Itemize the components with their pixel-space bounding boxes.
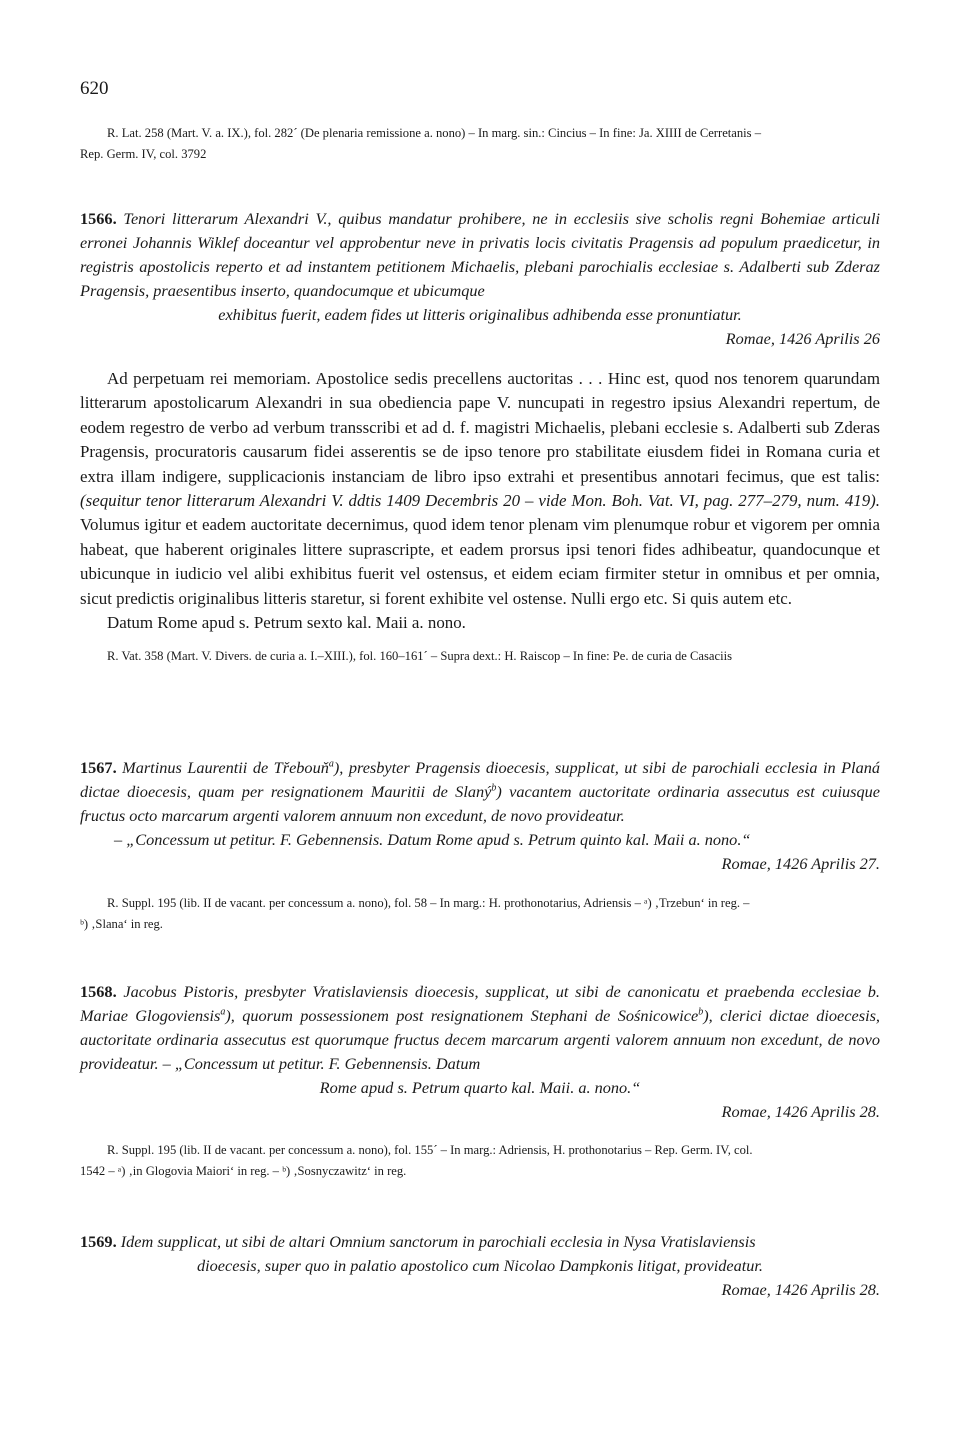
entry-number: 1568.	[80, 982, 117, 1001]
entry-note	[80, 893, 880, 935]
datum-line: Datum Rome apud s. Petrum sexto kal. Maii a. nono.	[107, 613, 466, 633]
entry-1566	[80, 207, 880, 667]
note-line: 1542 – ᵃ) ‚in Glogovia Maiori‘ in reg. – ᵇ) ‚Sosnyczawitz‘ in reg.	[80, 1164, 407, 1178]
entry-1569	[80, 1230, 880, 1302]
entry-number: 1567.	[80, 758, 117, 777]
entry-date: Romae, 1426 Aprilis 28.	[721, 1102, 880, 1121]
document-text	[80, 367, 880, 611]
regest-1566	[80, 207, 880, 303]
text-part: Ad perpetuam rei memoriam. Apostolice sedis precellens auctoritas . . . Hinc est, quod nos tenorem quarundam litterarum apostolicarum Alexandri in sua obediencia pape V. nuncupati in regestro ipsius Alexandri repertum, de eodem regestro de verbo ad verbum transscribi et ad d. f. magistri Michaelis, plebani ecclesie s. Adalberti sub Zderas Pragensis, procuratoris causarum fidei asserentis se de ipso tenore pro stabilitate eiusdem fidei in Romana curia et extra illam indigere, supplicacionis instanciam de libro ipso extrahi et presentibus annotari fecimus, que est talis:	[80, 369, 880, 486]
regest-1567	[80, 756, 880, 828]
entry-number: 1569.	[80, 1232, 117, 1251]
text-insert-note: (sequitur tenor litterarum Alexandri V. ddtis 1409 Decembris 20 – vide Mon. Boh. Vat. VI, pag. 277–279, num. 419).	[80, 491, 880, 511]
regest-text: ), presbyter Pragensis dioecesis, supplicat, ut sibi de parochiali ecclesia in Planá dictae dioecesis, quam per resignationem Mauritii de Slaný	[80, 758, 880, 801]
footnote-marker: a	[220, 1006, 226, 1018]
regest-1569	[80, 1230, 880, 1254]
text-part: Volumus igitur et eadem auctoritate decernimus, quod idem tenor plenam vim plenumque robur et vigorem per omnia habeat, que haberent originales littere suprascripte, et eadem prorsus ipsi tenori fides adhibeatur, quandocunque et ubicunque in iudicio vel alibi exhibitus fuerit vel ostensus, et eidem eciam firmiter stetur in omnibus et per omnia, sicut predictis originalibus litteris staretur, si forent exhibite vel ostense. Nulli ergo etc. Si quis autem etc.	[80, 515, 880, 608]
entry-date: Romae, 1426 Aprilis 27.	[721, 854, 880, 873]
regest-last-line: – „Concessum ut petitur. F. Gebennensis. Datum Rome apud s. Petrum quinto kal. Maii a. nono.“	[114, 830, 751, 849]
entry-note	[80, 1140, 880, 1182]
regest-text: ) vacantem auctoritate ordinaria assecutus est cuiusque fructus octo marcarum argenti valorem annuum non excedunt, de novo provideatur.	[80, 782, 880, 825]
footnote-marker: a	[328, 758, 334, 770]
regest-last-line: Rome apud s. Petrum quarto kal. Maii. a. nono.“	[319, 1078, 641, 1097]
regest-last-line: dioecesis, super quo in palatio apostolico cum Nicolao Dampkonis litigat, provideatur.	[196, 1256, 764, 1275]
regest-text: Jacobus Pistoris, presbyter Vratislaviensis dioecesis, supplicat, ut sibi de canonicatu et praebenda ecclesiae b. Mariae Glogoviensis	[80, 982, 880, 1025]
entry-number: 1566.	[80, 209, 117, 228]
entry-note: R. Vat. 358 (Mart. V. Divers. de curia a. I.–XIII.), fol. 160–161´ – Supra dext.: H. Raiscop – In fine: Pe. de curia de Casaciis	[107, 649, 732, 664]
note-previous-entry	[80, 123, 880, 165]
regest-text: Martinus Laurentii de Třebouň	[122, 758, 329, 777]
footnote-marker: b	[698, 1006, 704, 1018]
regest-text: ), quorum possessionem post resignationem Stephani de Sośnicowice	[225, 1006, 699, 1025]
regest-1568	[80, 980, 880, 1076]
note-line: R. Suppl. 195 (lib. II de vacant. per concessum a. nono), fol. 58 – In marg.: H. prothonotarius, Adriensis – ᵃ) ‚Trzebun‘ in reg. –	[107, 896, 750, 910]
regest-text: Idem supplicat, ut sibi de altari Omnium sanctorum in parochiali ecclesia in Nysa Vratislaviensis	[120, 1232, 756, 1251]
page-number: 620	[80, 78, 109, 99]
regest-last-line: exhibitus fuerit, eadem fides ut litteris originalibus adhibenda esse pronuntiatur.	[218, 305, 742, 324]
entry-date: Romae, 1426 Aprilis 26	[725, 329, 880, 348]
note-line: R. Lat. 258 (Mart. V. a. IX.), fol. 282´ (De plenaria remissione a. nono) – In marg. sin.: Cincius – In fine: Ja. XIIII de Cerretanis –	[107, 126, 762, 140]
entry-date: Romae, 1426 Aprilis 28.	[721, 1280, 880, 1299]
regest-text: ), clerici dictae dioecesis, auctoritate ordinaria assecutus est quorumque fructus decem marcarum argenti valorem annuum non excedunt, de novo provideatur. – „Concessum ut petitur. F. Gebennensis. Datum	[80, 1006, 880, 1073]
note-line: Rep. Germ. IV, col. 3792	[80, 147, 207, 161]
regest-text: Tenori litterarum Alexandri V., quibus mandatur prohibere, ne in ecclesiis sive scholis regni Bohemiae articuli erronei Johannis Wiklef doceantur vel approbentur neve in privatis locis civitatis Pragensis ad populum praedicetur, in registris apostolicis reperto et ad instantem petitionem Michaelis, plebani parochialis ecclesiae s. Adalberti sub Zderaz Pragensis, praesentibus inserto, quandocumque et ubicumque	[80, 209, 880, 300]
note-line: R. Suppl. 195 (lib. II de vacant. per concessum a. nono), fol. 155´ – In marg.: Adriensis, H. prothonotarius – Rep. Germ. IV, col.	[107, 1143, 753, 1157]
footnote-marker: b	[491, 782, 497, 794]
entry-1568	[80, 980, 880, 1182]
note-line: ᵇ) ‚Slana‘ in reg.	[80, 917, 163, 931]
entry-1567	[80, 756, 880, 935]
